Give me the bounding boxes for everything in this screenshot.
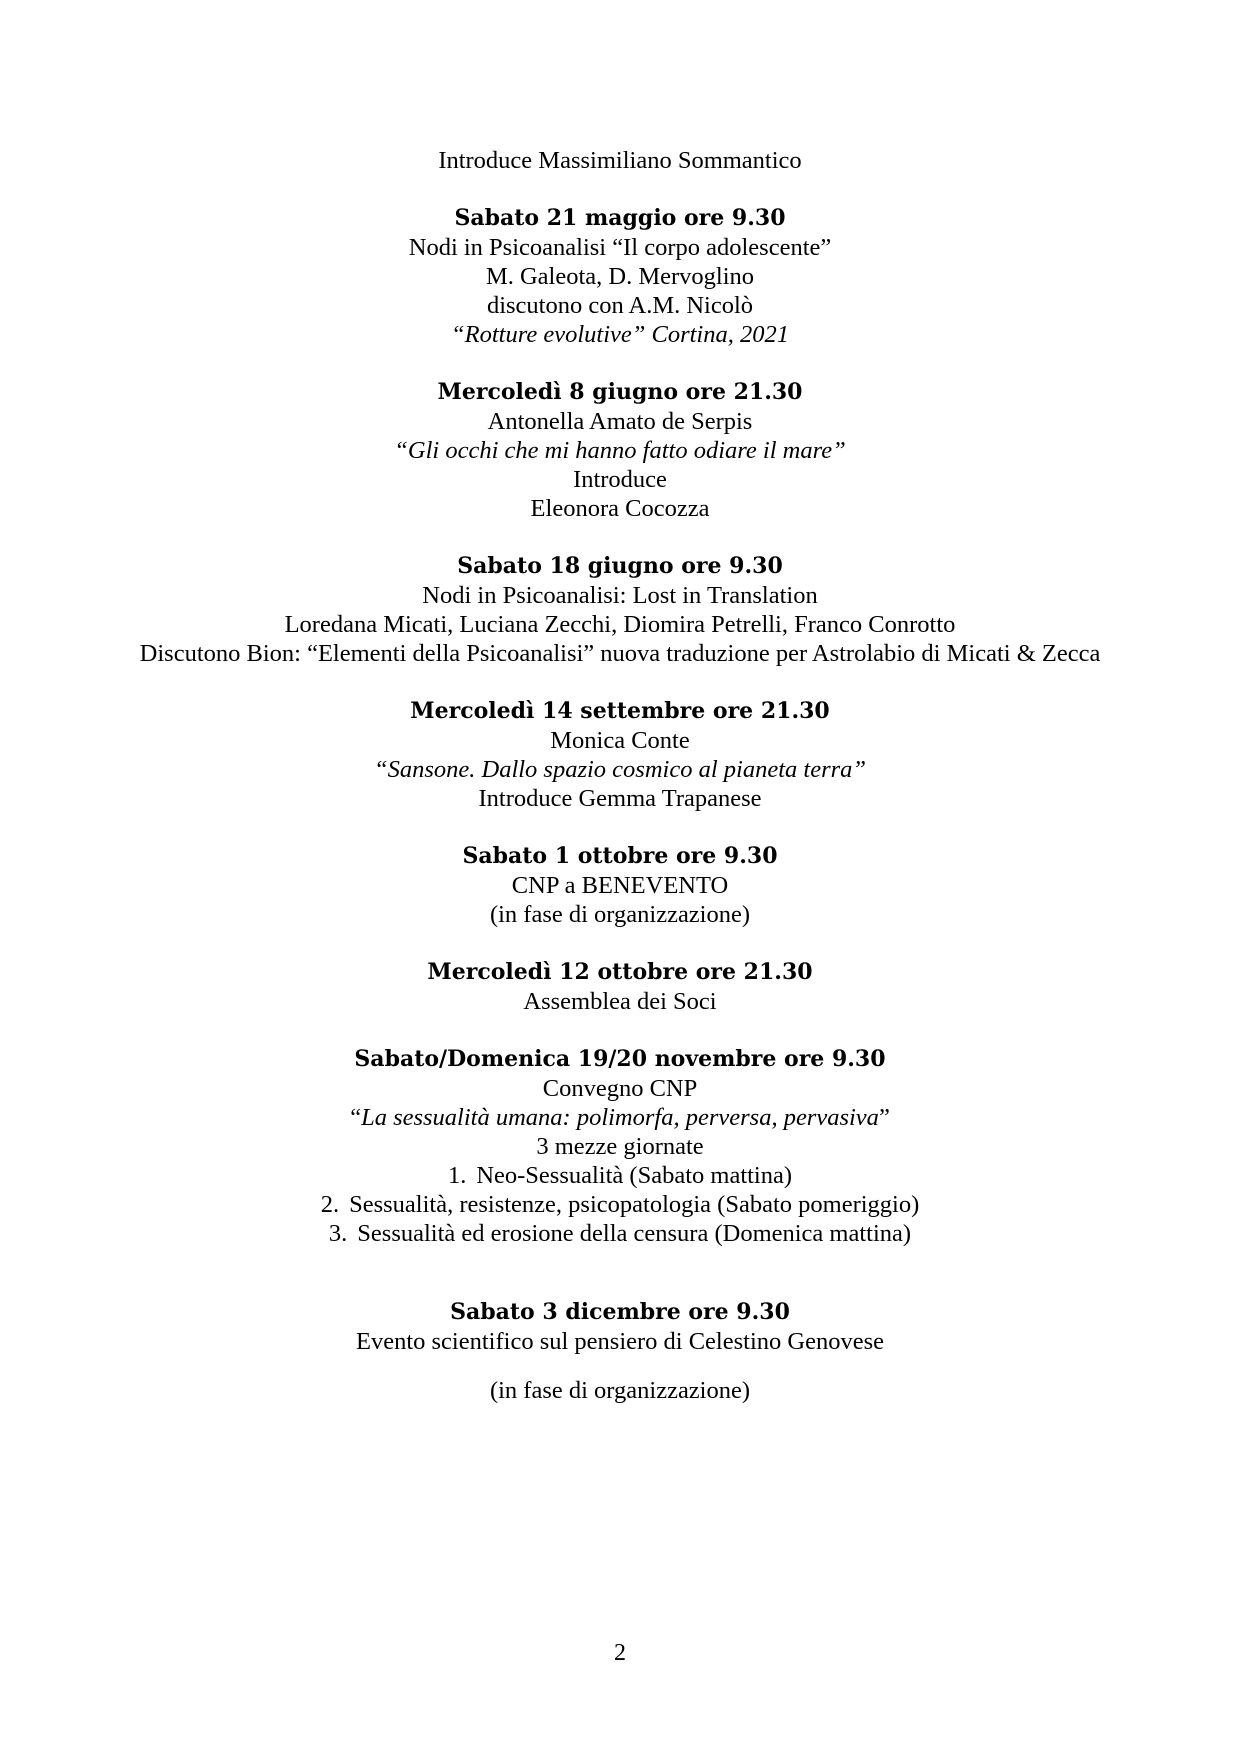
- list-number: 2.: [320, 1191, 340, 1218]
- spacer: [110, 1016, 1130, 1045]
- event-title: Nodi in Psicoanalisi: Lost in Translation: [422, 582, 818, 609]
- theme-text: La sessualità umana: polimorfa, perversa, pervasiva: [361, 1104, 879, 1131]
- event-block: [110, 697, 1130, 813]
- list-item: [110, 1190, 1130, 1219]
- event-note: (in fase di organizzazione): [489, 1377, 751, 1404]
- page-number: 2: [614, 1640, 626, 1666]
- event-book: “Gli occhi che mi hanno fatto odiare il mare”: [394, 437, 846, 464]
- event-title: Convegno CNP: [542, 1075, 698, 1102]
- event-date: Sabato 1 ottobre ore 9.30: [462, 843, 778, 869]
- event-block: [110, 552, 1130, 668]
- spacer: [110, 929, 1130, 958]
- quote-open: “: [350, 1104, 362, 1131]
- event-discussion: Discutono Bion: “Elementi della Psicoanalisi” nuova traduzione per Astrolabio di Micati & Zecca: [139, 640, 1101, 667]
- list-number: 3.: [328, 1220, 348, 1247]
- event-intro: Introduce Gemma Trapanese: [478, 785, 762, 812]
- quote-close: ”: [878, 1104, 890, 1131]
- event-block: [110, 958, 1130, 1016]
- spacer: [110, 1248, 1130, 1298]
- list-text: Sessualità ed erosione della censura (Domenica mattina): [357, 1220, 912, 1247]
- list-item: [110, 1219, 1130, 1248]
- list-number: 1.: [447, 1162, 467, 1189]
- event-title: CNP a BENEVENTO: [511, 872, 729, 899]
- spacer: [110, 1356, 1130, 1376]
- spacer: [110, 349, 1130, 378]
- event-block: [110, 378, 1130, 523]
- event-title: Evento scientifico sul pensiero di Celestino Genovese: [356, 1328, 884, 1355]
- spacer: [110, 175, 1130, 204]
- event-book: “Sansone. Dallo spazio cosmico al pianeta terra”: [373, 756, 867, 783]
- event-block: [110, 204, 1130, 349]
- event-block: [110, 1045, 1130, 1248]
- event-date: Sabato/Domenica 19/20 novembre ore 9.30: [354, 1046, 886, 1072]
- spacer: [110, 813, 1130, 842]
- event-title: Assemblea dei Soci: [523, 988, 717, 1015]
- sessions-list: [110, 1161, 1130, 1248]
- event-date: Mercoledì 8 giugno ore 21.30: [437, 379, 803, 405]
- event-date: Mercoledì 14 settembre ore 21.30: [410, 698, 830, 724]
- event-program: [110, 146, 1130, 1405]
- event-block: [110, 1298, 1130, 1405]
- event-note: (in fase di organizzazione): [489, 901, 751, 928]
- sessions-label: 3 mezze giornate: [536, 1133, 704, 1160]
- event-intro-label: Introduce: [573, 466, 667, 493]
- event-book: “Rotture evolutive” Cortina, 2021: [451, 321, 789, 348]
- spacer: [110, 523, 1130, 552]
- event-speakers: M. Galeota, D. Mervoglino: [485, 263, 755, 290]
- event-discussion: discutono con A.M. Nicolò: [486, 292, 754, 319]
- event-date: Sabato 18 giugno ore 9.30: [457, 553, 783, 579]
- event-intro-name: Eleonora Cocozza: [530, 495, 710, 522]
- list-text: Neo-Sessualità (Sabato mattina): [476, 1162, 793, 1189]
- event-date: Sabato 21 maggio ore 9.30: [454, 205, 786, 231]
- event-author: Antonella Amato de Serpis: [487, 408, 753, 435]
- event-date: Mercoledì 12 ottobre ore 21.30: [427, 959, 813, 985]
- list-text: Sessualità, resistenze, psicopatologia (Sabato pomeriggio): [349, 1191, 920, 1218]
- event-title: Nodi in Psicoanalisi “Il corpo adolescente”: [408, 234, 832, 261]
- event-author: Monica Conte: [550, 727, 690, 754]
- introduction-line: Introduce Massimiliano Sommantico: [438, 147, 802, 174]
- event-block: [110, 842, 1130, 929]
- list-item: [110, 1161, 1130, 1190]
- event-date: Sabato 3 dicembre ore 9.30: [450, 1299, 790, 1325]
- spacer: [110, 668, 1130, 697]
- event-theme: [110, 1103, 1130, 1132]
- event-speakers: Loredana Micati, Luciana Zecchi, Diomira Petrelli, Franco Conrotto: [284, 611, 956, 638]
